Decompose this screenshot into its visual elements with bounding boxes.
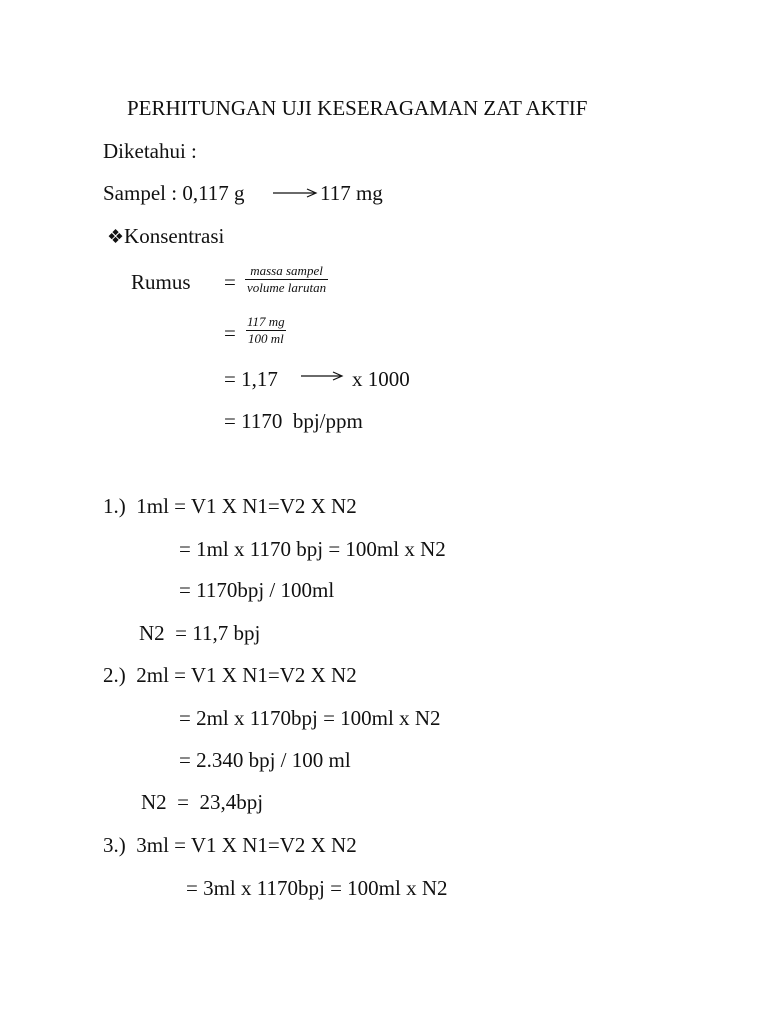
step-2-line-2: = 2ml x 1170bpj = 100ml x N2 xyxy=(179,706,441,730)
diketahui-label: Diketahui : xyxy=(103,139,197,163)
rumus-result: = 1170 bpj/ppm xyxy=(224,409,363,433)
step-1-result: N2 = 11,7 bpj xyxy=(139,621,261,645)
rumus-equals-2: = xyxy=(224,321,236,345)
konsentrasi-heading xyxy=(107,224,224,250)
fraction-numerator: 117 mg xyxy=(247,314,285,329)
right-arrow-icon xyxy=(301,369,345,383)
right-arrow-icon xyxy=(273,186,319,200)
diamond-bullet-icon: ❖ xyxy=(107,227,125,248)
rumus-multiplier: x 1000 xyxy=(352,367,410,391)
step-1-line-2: = 1ml x 1170 bpj = 100ml x N2 xyxy=(179,537,446,561)
page-title: PERHITUNGAN UJI KESERAGAMAN ZAT AKTIF xyxy=(127,96,588,120)
formula-fraction xyxy=(245,264,328,295)
fraction-numerator: massa sampel xyxy=(250,263,323,278)
step-1-line-3: = 1170bpj / 100ml xyxy=(179,578,335,602)
sampel-converted: 117 mg xyxy=(320,181,383,205)
value-fraction xyxy=(245,315,287,346)
rumus-equals-1: = xyxy=(224,270,236,294)
konsentrasi-label: Konsentrasi xyxy=(124,224,225,248)
rumus-label: Rumus xyxy=(131,270,191,294)
step-3-heading: 3.) 3ml = V1 X N1=V2 X N2 xyxy=(103,833,357,857)
rumus-line-3: = 1,17 xyxy=(224,367,278,391)
step-2-line-3: = 2.340 bpj / 100 ml xyxy=(179,748,351,772)
step-3-line-2: = 3ml x 1170bpj = 100ml x N2 xyxy=(186,876,448,900)
step-2-heading: 2.) 2ml = V1 X N1=V2 X N2 xyxy=(103,663,357,687)
fraction-denominator: 100 ml xyxy=(247,331,284,346)
sampel-text: Sampel : 0,117 g xyxy=(103,181,245,205)
step-2-result: N2 = 23,4bpj xyxy=(141,790,264,814)
step-1-heading: 1.) 1ml = V1 X N1=V2 X N2 xyxy=(103,494,357,518)
fraction-denominator: volume larutan xyxy=(247,280,327,295)
